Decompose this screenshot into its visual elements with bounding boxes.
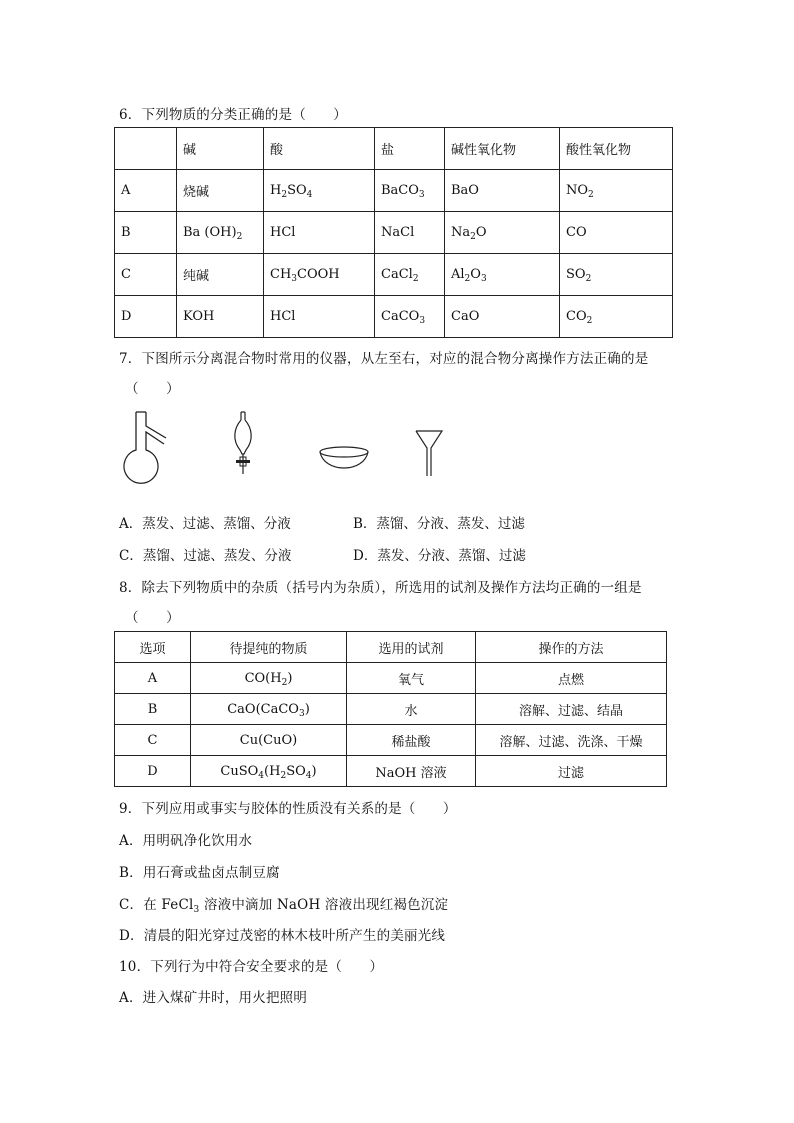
- table-cell: $CO_2$: [560, 296, 673, 338]
- table-header-row: [115, 632, 667, 663]
- substance-cell: CaO(CaCO$_3$): [191, 694, 347, 725]
- q7-option-d: D．蒸发、分液、蒸馏、过滤: [353, 548, 526, 564]
- q9-option-d: D．清晨的阳光穿过茂密的林木枝叶所产生的美丽光线: [119, 928, 446, 944]
- row-label: C: [115, 725, 191, 756]
- table-header-cell: 选项: [115, 632, 191, 663]
- table-cell: CaCO$_3$: [375, 296, 445, 338]
- table-header-cell: 待提纯的物质: [191, 632, 347, 663]
- table-header-cell: 酸性氧化物: [560, 128, 673, 170]
- row-label: D: [115, 296, 177, 338]
- table-row: [115, 756, 667, 787]
- row-label: D: [115, 756, 191, 787]
- table-header-cell: 盐: [375, 128, 445, 170]
- method-cell: 点燃: [476, 663, 667, 694]
- row-label: C: [115, 254, 177, 296]
- table-row: [115, 170, 673, 212]
- table-cell: Ba $(OH)_2$: [177, 212, 264, 254]
- table-cell: CaO: [445, 296, 560, 338]
- table-cell: KOH: [177, 296, 264, 338]
- table-cell: HCl: [264, 296, 375, 338]
- table-header-cell: 选用的试剂: [347, 632, 476, 663]
- evaporating-dish-icon: [316, 444, 372, 474]
- row-label: A: [115, 663, 191, 694]
- reagent-cell: 水: [347, 694, 476, 725]
- table-header-cell: 操作的方法: [476, 632, 667, 663]
- q9-option-c: C．在 FeCl$_3$ 溶液中滴加 NaOH 溶液出现红褐色沉淀: [119, 897, 449, 915]
- substance-cell: $CuSO_4(H_2SO_4)$: [191, 756, 347, 787]
- row-label: B: [115, 212, 177, 254]
- q7-answer-paren: （ ）: [125, 381, 180, 397]
- table-row: [115, 212, 673, 254]
- table-cell: HCl: [264, 212, 375, 254]
- method-cell: 溶解、过滤、洗涤、干燥: [476, 725, 667, 756]
- table-row: [115, 725, 667, 756]
- table-row: [115, 254, 673, 296]
- reagent-cell: NaOH 溶液: [347, 756, 476, 787]
- table-cell: 烧碱: [177, 170, 264, 212]
- q10-option-a: A．进入煤矿井时，用火把照明: [119, 990, 308, 1006]
- table-row: [115, 694, 667, 725]
- q6-stem: 6．下列物质的分类正确的是（ ）: [119, 107, 347, 123]
- q10-stem: 10．下列行为中符合安全要求的是（ ）: [119, 959, 384, 975]
- table-cell: 纯碱: [177, 254, 264, 296]
- method-cell: 过滤: [476, 756, 667, 787]
- row-label: B: [115, 694, 191, 725]
- table-header-cell: 酸: [264, 128, 375, 170]
- table-cell: CaCl$_2$: [375, 254, 445, 296]
- table-cell: $SO_2$: [560, 254, 673, 296]
- table-cell: NaCl: [375, 212, 445, 254]
- table-cell: $NO_2$: [560, 170, 673, 212]
- table-cell: CO: [560, 212, 673, 254]
- distillation-flask-icon: [118, 410, 170, 488]
- q9-option-a: A．用明矾净化饮用水: [119, 833, 253, 849]
- table-header-cell: 碱: [177, 128, 264, 170]
- table-header-cell: 碱性氧化物: [445, 128, 560, 170]
- q7-stem: 7．下图所示分离混合物时常用的仪器，从左至右，对应的混合物分离操作方法正确的是: [119, 351, 649, 367]
- table-header-row: [115, 128, 673, 170]
- table-row: [115, 296, 673, 338]
- table-cell: $Na_2O$: [445, 212, 560, 254]
- table-cell: BaCO$_3$: [375, 170, 445, 212]
- table-row: [115, 663, 667, 694]
- q7-option-c: C．蒸馏、过滤、蒸发、分液: [119, 548, 292, 564]
- funnel-icon: [414, 428, 444, 480]
- reagent-cell: 氧气: [347, 663, 476, 694]
- q7-option-b: B．蒸馏、分液、蒸发、过滤: [353, 516, 525, 532]
- q8-purification-table: [114, 631, 667, 787]
- separatory-funnel-icon: [226, 410, 260, 488]
- substance-cell: $CO(H_2)$: [191, 663, 347, 694]
- table-cell: $H_2SO_4$: [264, 170, 375, 212]
- table-cell: $Al_2O_3$: [445, 254, 560, 296]
- reagent-cell: 稀盐酸: [347, 725, 476, 756]
- q9-option-b: B．用石膏或盐卤点制豆腐: [119, 865, 280, 881]
- q8-answer-paren: （ ）: [125, 610, 180, 626]
- q9-stem: 9．下列应用或事实与胶体的性质没有关系的是（ ）: [119, 801, 457, 817]
- q8-stem: 8．除去下列物质中的杂质（括号内为杂质），所选用的试剂及操作方法均正确的一组是: [119, 580, 642, 596]
- row-label: A: [115, 170, 177, 212]
- table-header-cell: [115, 128, 177, 170]
- table-cell: BaO: [445, 170, 560, 212]
- q7-option-a: A．蒸发、过滤、蒸馏、分液: [119, 516, 291, 532]
- method-cell: 溶解、过滤、结晶: [476, 694, 667, 725]
- q6-classification-table: [114, 127, 673, 338]
- table-cell: $CH_3COOH$: [264, 254, 375, 296]
- substance-cell: Cu(CuO): [191, 725, 347, 756]
